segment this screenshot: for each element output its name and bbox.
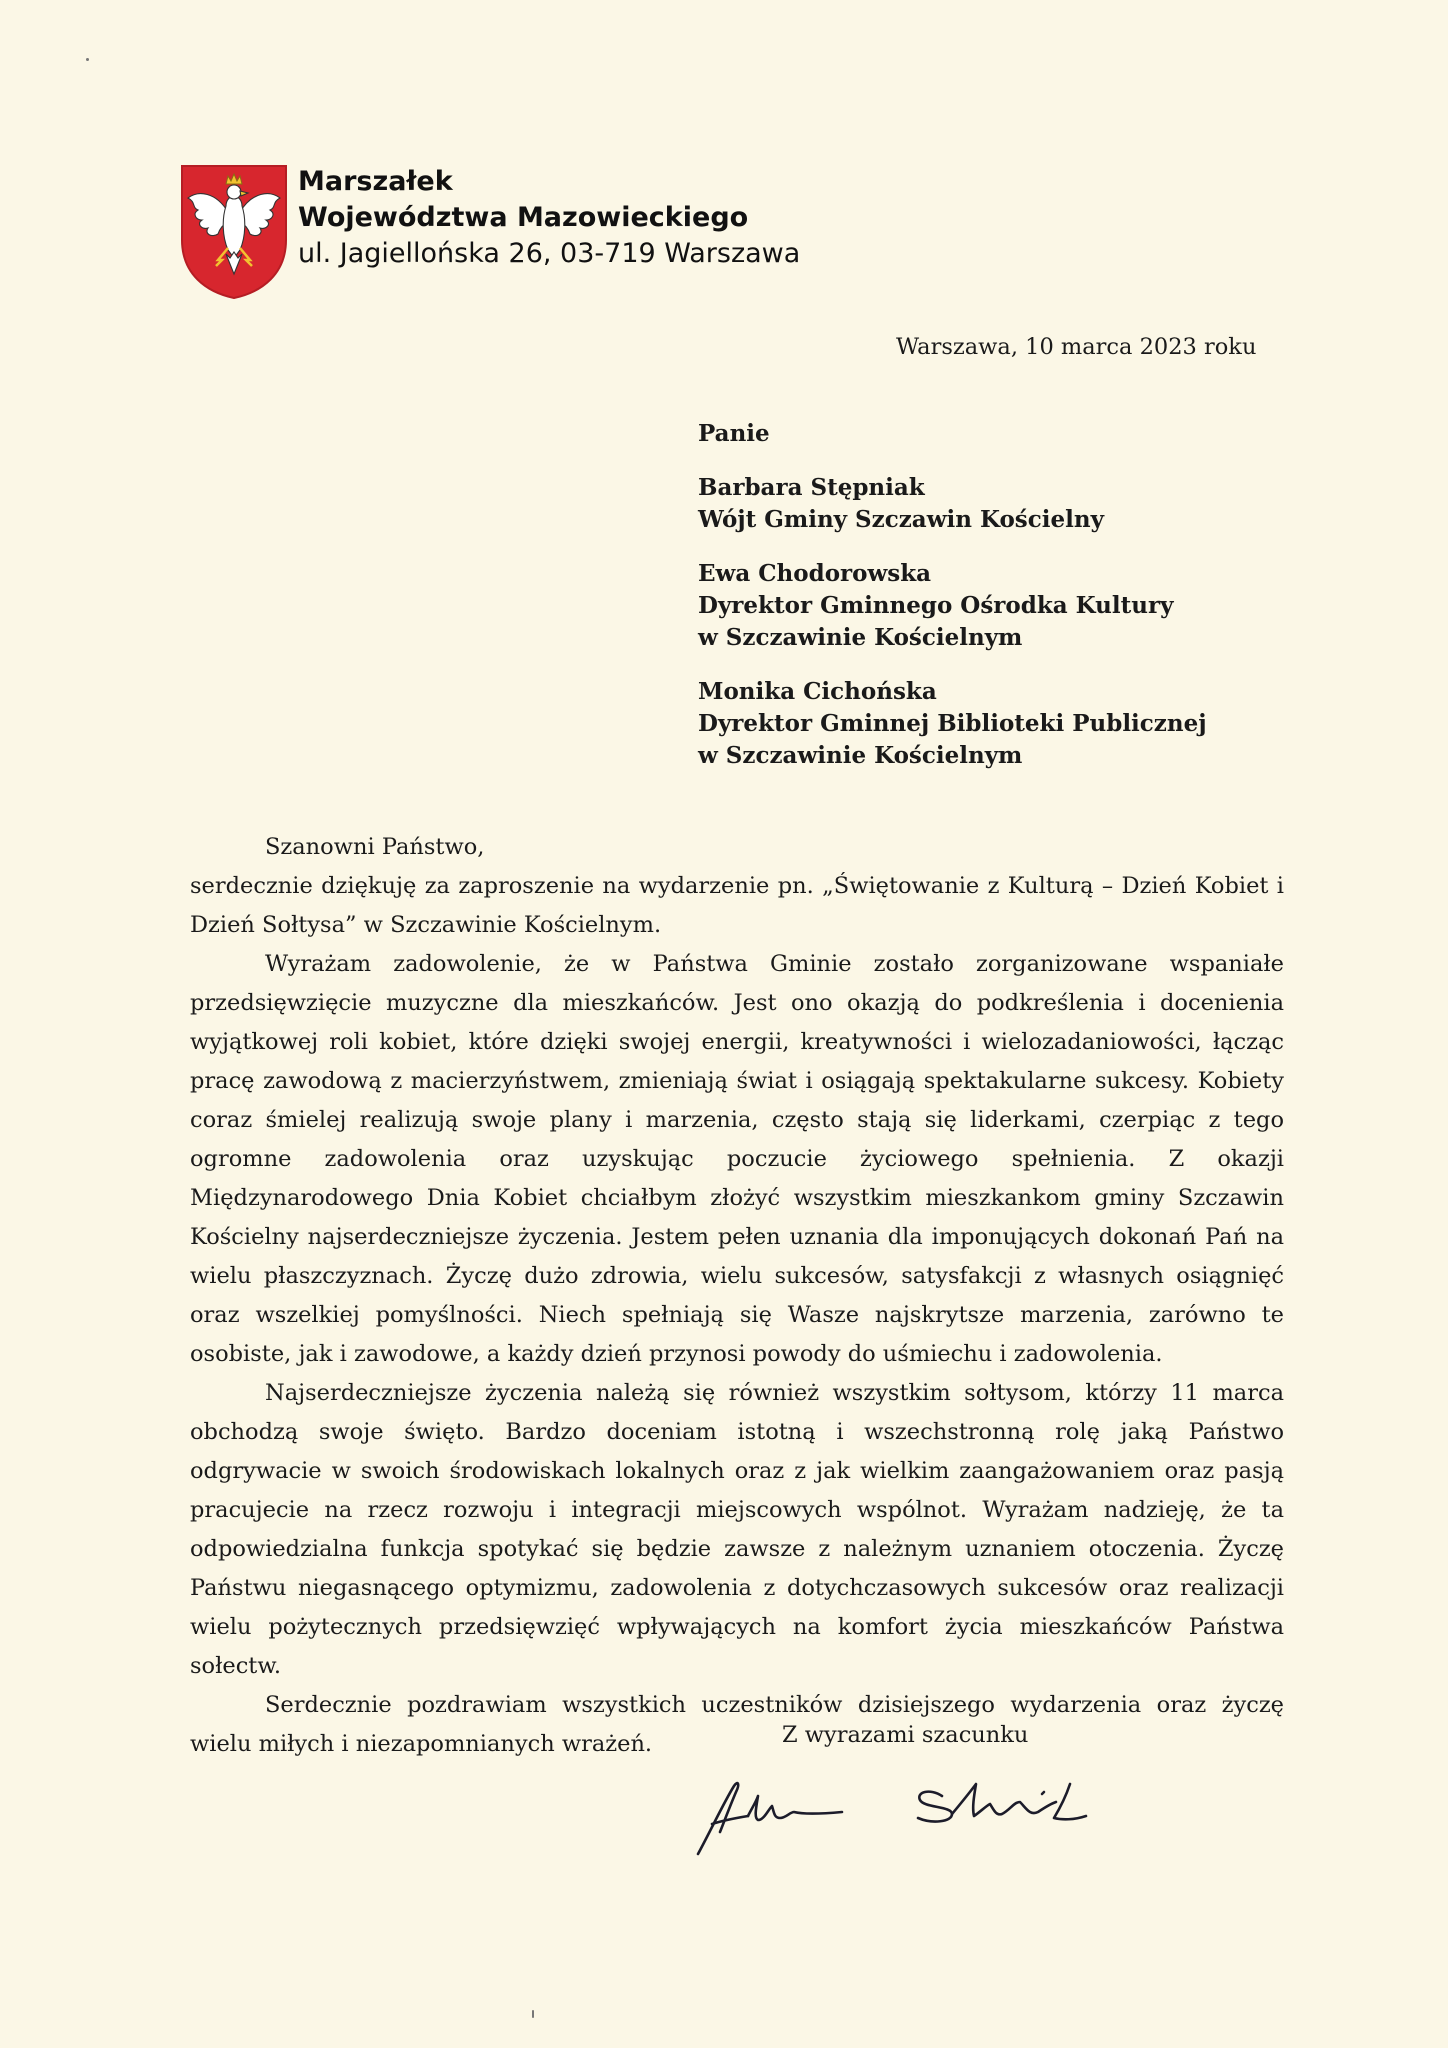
recipient-title: Dyrektor Gminnej Biblioteki Publicznej	[698, 710, 1207, 737]
recipient-name: Ewa Chodorowska	[698, 560, 932, 587]
recipient-name: Barbara Stępniak	[698, 474, 925, 501]
recipient-group	[698, 676, 1207, 772]
recipient-group	[698, 558, 1207, 654]
office-address: ul. Jagiellońska 26, 03-719 Warszawa	[298, 238, 801, 269]
letterhead	[178, 162, 800, 300]
recipients-block	[698, 418, 1207, 794]
scan-speck	[532, 2010, 534, 2018]
recipients-salutation: Panie	[698, 420, 770, 447]
letter-date: Warszawa, 10 marca 2023 roku	[896, 334, 1257, 360]
office-title-line1: Marszałek	[298, 166, 453, 197]
handwritten-signature-icon	[690, 1762, 1110, 1862]
body-paragraph: Najserdeczniejsze życzenia należą się również wszystkim sołtysom, którzy 11 marca obchodzą swoje święto. Bardzo doceniam istotną i wszechstronną rolę jaką Państwo odgrywacie w swoich środowiskach lokalnych oraz z jak wielkim zaangażowaniem oraz pasją pracujecie na rzecz rozwoju i integracji miejscowych wspólnot. Wyrażam nadzieję, że ta odpowiedzialna funkcja spotykać się będzie zawsze z należnym uznaniem otoczenia. Życzę Państwu niegasnącego optymizmu, zadowolenia z dotychczasowych sukcesów oraz realizacji wielu pożytecznych przedsięwzięć wpływających na komfort życia mieszkańców Państwa sołectw.	[190, 1380, 1284, 1679]
recipient-title: w Szczawinie Kościelnym	[698, 742, 1023, 769]
recipient-name: Monika Cichońska	[698, 678, 937, 705]
body-paragraph: Wyrażam zadowolenie, że w Państwa Gminie zostało zorganizowane wspaniałe przedsięwzięcie muzyczne dla mieszkańców. Jest ono okazją do podkreślenia i docenienia wyjątkowej roli kobiet, które dzięki swojej energii, kreatywności i wielozadaniowości, łącząc pracę zawodową z macierzyństwem, zmieniają świat i osiągają spektakularne sukcesy. Kobiety coraz śmielej realizują swoje plany i marzenia, często stają się liderkami, czerpiąc z tego ogromne zadowolenia oraz uzyskując poczucie życiowego spełnienia. Z okazji Międzynarodowego Dnia Kobiet chciałbym złożyć wszystkim mieszkankom gminy Szczawin Kościelny najserdeczniejsze życzenia. Jestem pełen uznania dla imponujących dokonań Pań na wielu płaszczyznach. Życzę dużo zdrowia, wielu sukcesów, satysfakcji z własnych osiągnięć oraz wszelkiej pomyślności. Niech spełniają się Wasze najskrytsze marzenia, zarówno te osobiste, jak i zawodowe, a każdy dzień przynosi powody do uśmiechu i zadowolenia.	[190, 951, 1284, 1367]
mazovia-eagle-coat-of-arms-icon	[178, 162, 290, 300]
letter-body	[190, 828, 1284, 1764]
recipient-group	[698, 472, 1207, 536]
recipient-title: Dyrektor Gminnego Ośrodka Kultury	[698, 592, 1174, 619]
body-paragraph: serdecznie dziękuję za zaproszenie na wydarzenie pn. „Świętowanie z Kulturą – Dzień Kobiet i Dzień Sołtysa” w Szczawinie Kościelnym.	[190, 873, 1284, 938]
recipient-title: w Szczawinie Kościelnym	[698, 624, 1023, 651]
office-title-line2: Województwa Mazowieckiego	[298, 202, 749, 233]
body-paragraph: Serdecznie pozdrawiam wszystkich uczestników dzisiejszego wydarzenia oraz życzę wielu miłych i niezapomnianych wrażeń.	[190, 1692, 1284, 1757]
closing-phrase: Z wyrazami szacunku	[782, 1722, 1029, 1748]
greeting: Szanowni Państwo,	[265, 834, 485, 860]
scan-speck	[86, 58, 89, 61]
recipient-title: Wójt Gminy Szczawin Kościelny	[698, 506, 1104, 533]
office-block	[298, 162, 800, 272]
